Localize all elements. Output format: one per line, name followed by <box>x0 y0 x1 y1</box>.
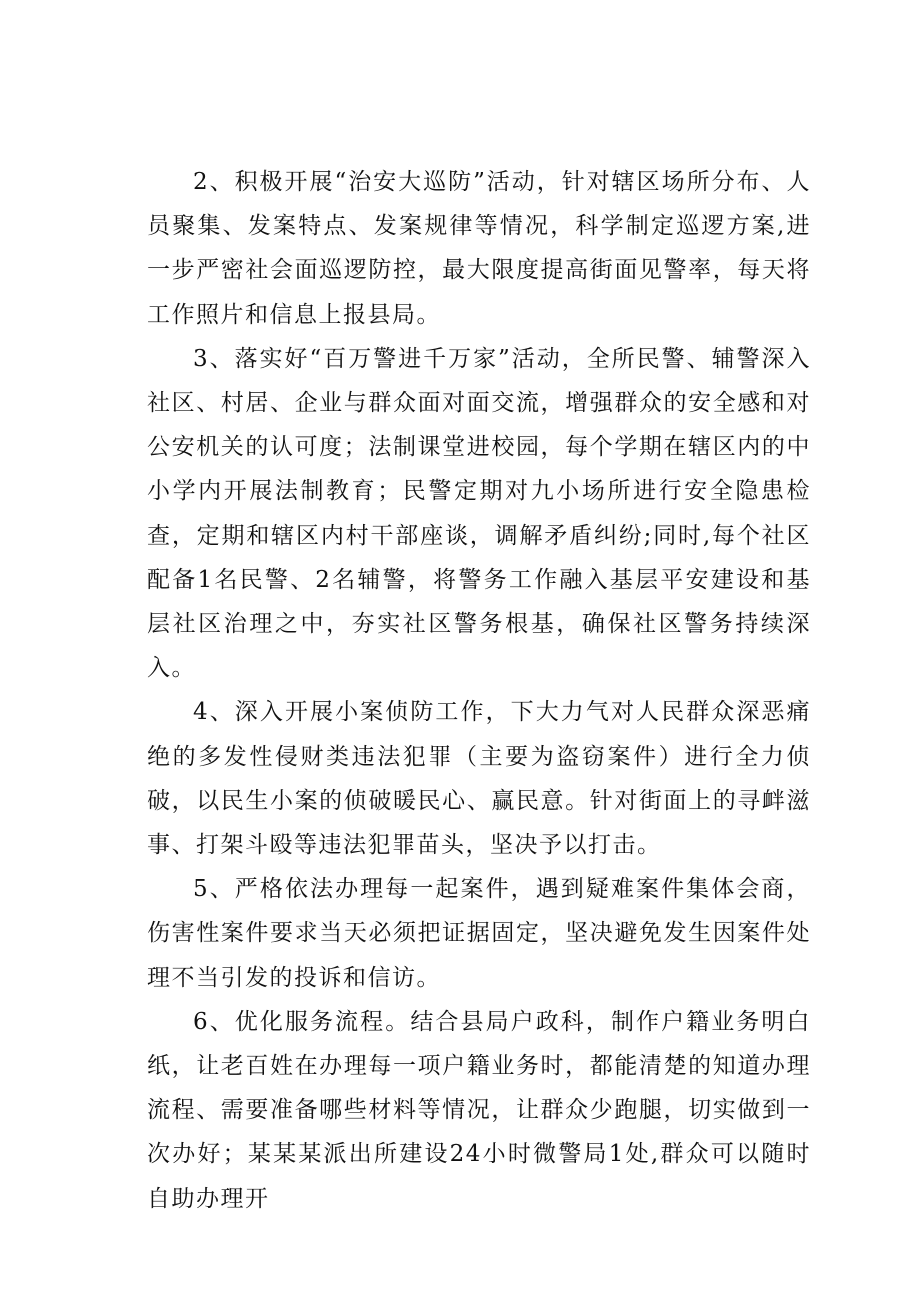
paragraph-item-6: 6、优化服务流程。结合县局户政科，制作户籍业务明白纸，让老百姓在办理每一项户籍业务时，都能清楚的知道办理流程、需要准备哪些材料等情况，让群众少跑腿，切实做到一次办好；某某某派出所建设24小时微警局1处,群众可以随时自助办理开 <box>147 1008 811 1212</box>
paragraph-item-2: 2、积极开展“治安大巡防”活动，针对辖区场所分布、人员聚集、发案特点、发案规律等情况，科学制定巡逻方案,进一步严密社会面巡逻防控，最大限度提高街面见警率，每天将工作照片和信息上报县局。 <box>147 169 811 328</box>
document-body <box>147 160 811 1221</box>
paragraph-item-4: 4、深入开展小案侦防工作，下大力气对人民群众深恶痛绝的多发性侵财类违法犯罪（主要为盗窃案件）进行全力侦破，以民生小案的侦破暖民心、赢民意。针对街面上的寻衅滋事、打架斗殴等违法犯罪苗头，坚决予以打击。 <box>147 699 811 859</box>
paragraph-item-5: 5、严格依法办理每一起案件，遇到疑难案件集体会商，伤害性案件要求当天必须把证据固定，坚决避免发生因案件处理不当引发的投诉和信访。 <box>147 876 811 991</box>
paragraph-item-3: 3、落实好“百万警进千万家”活动，全所民警、辅警深入社区、村居、企业与群众面对面交流，增强群众的安全感和对公安机关的认可度；法制课堂进校园，每个学期在辖区内的中小学内开展法制教育；民警定期对九小场所进行安全隐患检查，定期和辖区内村干部座谈，调解矛盾纠纷;同时,每个社区配备1名民警、2名辅警，将警务工作融入基层平安建设和基层社区治理之中，夯实社区警务根基，确保社区警务持续深入。 <box>147 345 811 682</box>
